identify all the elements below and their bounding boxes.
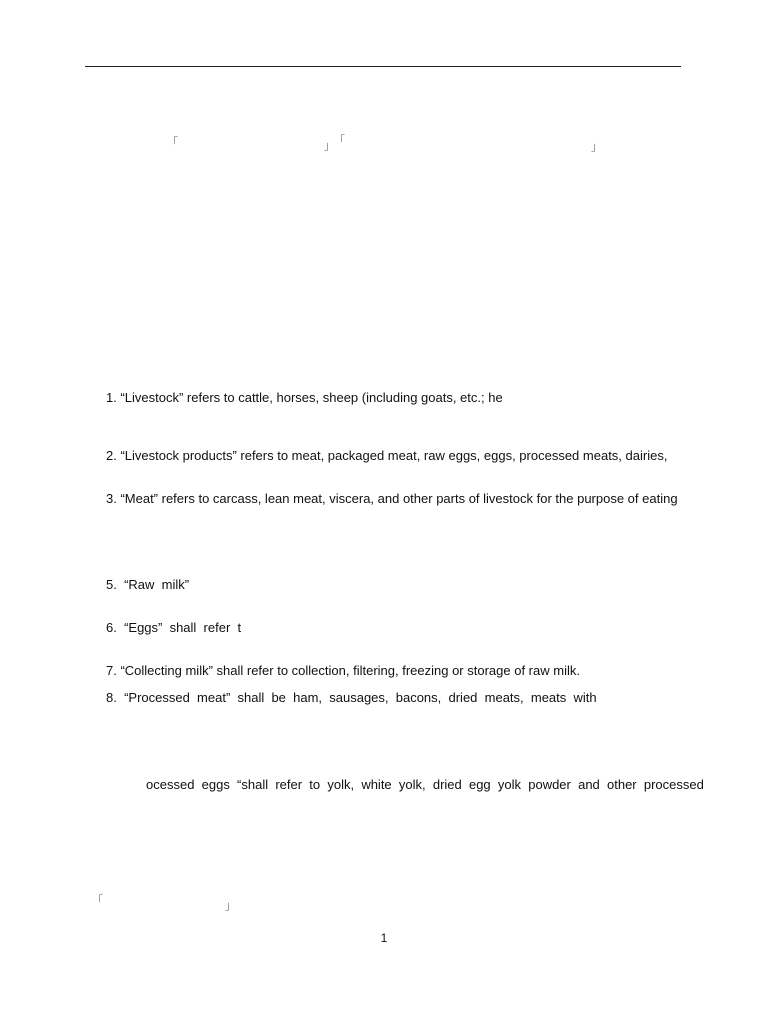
- header-rule: [85, 66, 681, 67]
- corner-bracket-close: 」: [225, 900, 236, 912]
- corner-bracket-open: 「: [92, 895, 103, 907]
- definition-eggs: 6. “Eggs” shall refer t: [106, 620, 242, 635]
- definition-processed-eggs: ocessed eggs “shall refer to yolk, white yolk, dried egg yolk powder and other processed: [146, 777, 704, 792]
- corner-bracket-open: 「: [334, 135, 345, 147]
- definition-processed-meat: 8. “Processed meat” shall be ham, sausages, bacons, dried meats, meats with: [106, 690, 597, 705]
- definition-livestock: 1. “Livestock” refers to cattle, horses, sheep (including goats, etc.; he: [106, 390, 503, 405]
- corner-bracket-close: 」: [591, 141, 602, 153]
- definition-raw-milk: 5. “Raw milk”: [106, 577, 190, 592]
- corner-bracket-open: 「: [167, 137, 178, 149]
- definition-collecting-milk: 7. “Collecting milk” shall refer to collection, filtering, freezing or storage of raw milk.: [106, 663, 580, 678]
- page-number: 1: [380, 931, 388, 945]
- corner-bracket-close: 」: [324, 140, 335, 152]
- definition-livestock-products: 2. “Livestock products” refers to meat, packaged meat, raw eggs, eggs, processed meats, dairies,: [106, 448, 668, 463]
- definition-meat: 3. “Meat” refers to carcass, lean meat, viscera, and other parts of livestock for the purpose of eating: [106, 491, 678, 506]
